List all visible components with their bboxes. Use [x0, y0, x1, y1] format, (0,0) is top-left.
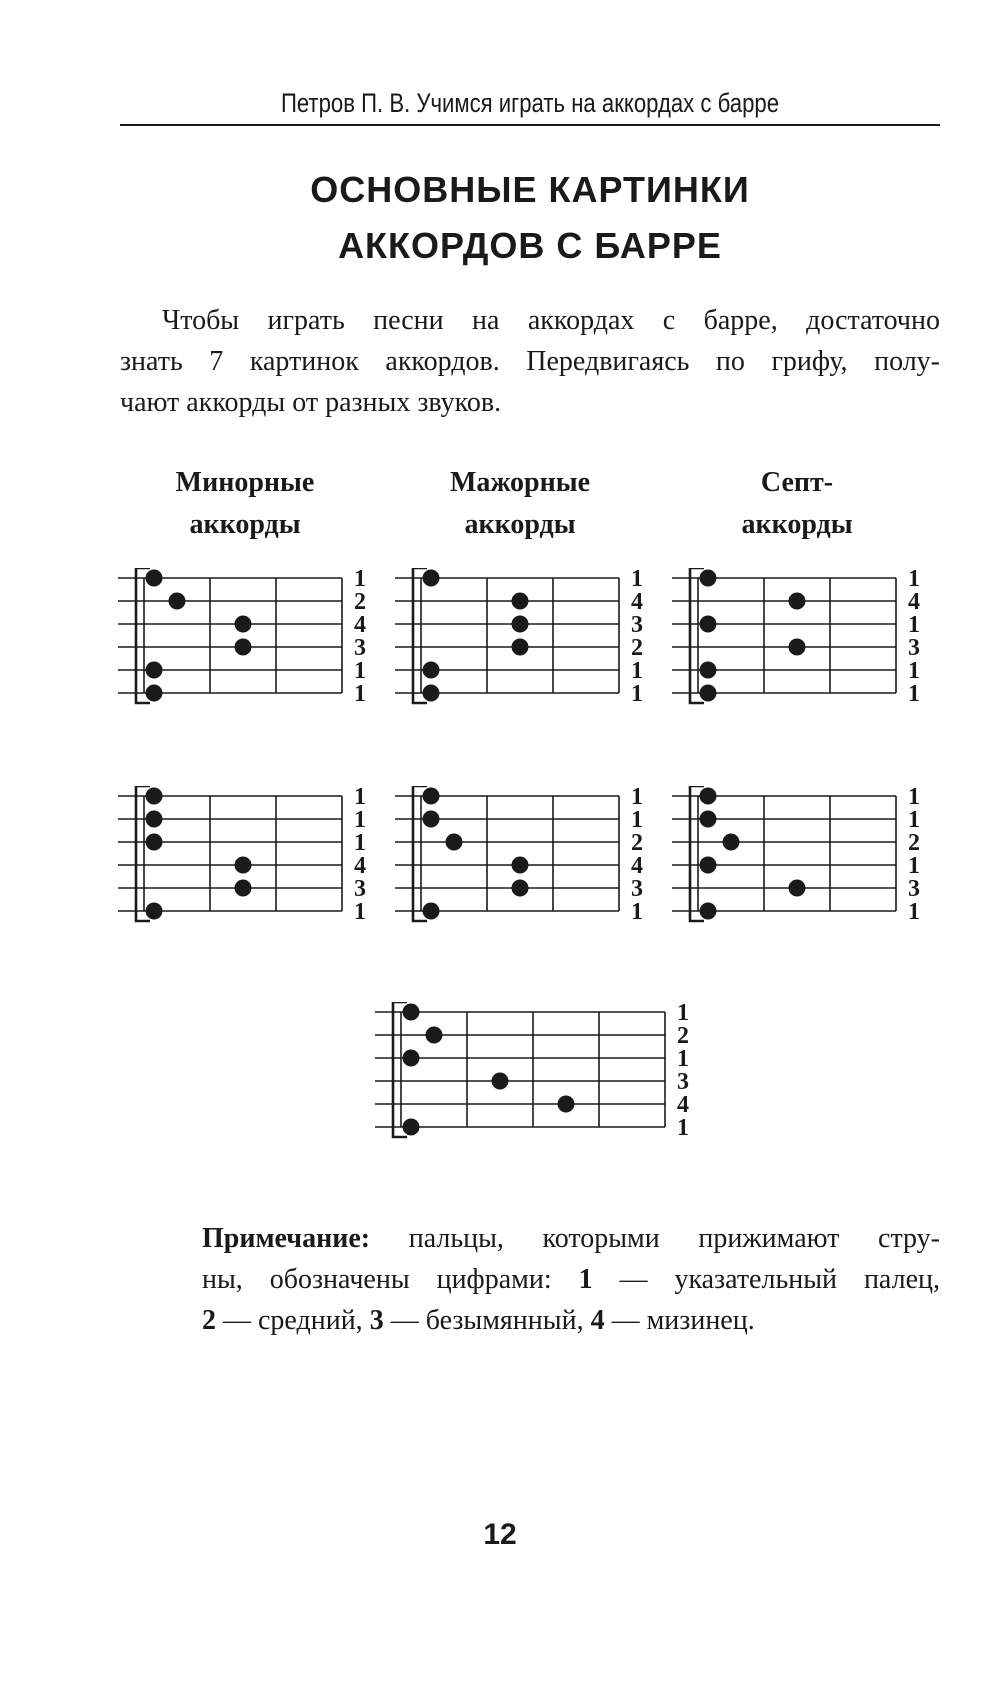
finger-dot	[146, 834, 163, 851]
finger-dot	[403, 1004, 420, 1021]
finger-dot	[235, 857, 252, 874]
column-heading-minor-line-2: аккорды	[189, 509, 301, 540]
finger-dot	[235, 880, 252, 897]
finger-number: 1	[631, 807, 643, 833]
finger-number: 1	[631, 786, 643, 810]
finger-dot	[446, 834, 463, 851]
chord-diagram-major-1	[395, 568, 645, 730]
finger-number: 1	[354, 658, 366, 684]
finger-text-2: — средний,	[216, 1305, 370, 1336]
finger-dot	[700, 616, 717, 633]
note-line-3	[202, 1300, 940, 1341]
finger-number: 2	[354, 589, 366, 615]
finger-number: 1	[908, 681, 920, 707]
finger-number: 1	[354, 681, 366, 707]
finger-number: 1	[908, 853, 920, 879]
barre-bracket	[690, 786, 704, 921]
finger-number: 1	[354, 830, 366, 856]
finger-number: 3	[677, 1069, 689, 1095]
finger-number: 4	[354, 853, 366, 879]
page-number: 12	[483, 1518, 517, 1551]
finger-number: 1	[354, 786, 366, 810]
chord-diagram-seventh-2	[672, 786, 922, 948]
chord-diagram-major-2	[395, 786, 645, 948]
barre-bracket	[690, 568, 704, 703]
finger-number: 1	[908, 612, 920, 638]
finger-dot	[700, 570, 717, 587]
finger-number: 2	[908, 830, 920, 856]
finger-dot	[512, 857, 529, 874]
finger-dot	[789, 593, 806, 610]
finger-text-1: — указательный палец,	[592, 1264, 940, 1295]
finger-number: 1	[908, 807, 920, 833]
barre-bracket	[136, 568, 150, 703]
finger-number: 4	[631, 589, 643, 615]
column-heading-minor-line-1: Минорные	[175, 467, 315, 498]
finger-dot	[512, 593, 529, 610]
finger-dot	[403, 1050, 420, 1067]
finger-dot	[700, 903, 717, 920]
column-heading-seventh	[677, 462, 917, 546]
finger-number: 1	[908, 786, 920, 810]
finger-dot	[235, 639, 252, 656]
finger-dot	[146, 811, 163, 828]
page-title-line-1: ОСНОВНЫЕ КАРТИНКИ	[310, 169, 750, 210]
intro-line-1: Чтобы играть песни на аккордах с барре, достаточно	[162, 305, 940, 336]
finger-dot	[403, 1119, 420, 1136]
barre-bracket	[136, 786, 150, 921]
finger-number: 1	[631, 658, 643, 684]
finger-text-4: — мизинец.	[604, 1305, 755, 1336]
finger-number: 2	[677, 1023, 689, 1049]
note-line-2	[202, 1259, 940, 1300]
page-title	[120, 162, 940, 274]
note-paragraph	[202, 1218, 940, 1341]
chord-diagram-minor-2	[118, 786, 368, 948]
finger-dot	[146, 662, 163, 679]
finger-number: 3	[354, 876, 366, 902]
finger-dot	[700, 811, 717, 828]
finger-dot	[423, 662, 440, 679]
finger-number: 1	[908, 658, 920, 684]
column-heading-major-line-1: Мажорные	[449, 467, 591, 498]
finger-dot	[700, 662, 717, 679]
finger-number: 1	[677, 1115, 689, 1141]
finger-dot	[789, 880, 806, 897]
note-label: Примечание:	[202, 1223, 371, 1254]
finger-number-2: 2	[202, 1305, 216, 1336]
finger-number: 3	[908, 876, 920, 902]
finger-number: 1	[631, 568, 643, 592]
finger-number: 1	[354, 807, 366, 833]
finger-dot	[512, 639, 529, 656]
page-title-line-2: АККОРДОВ С БАРРЕ	[338, 225, 722, 266]
finger-dot	[426, 1027, 443, 1044]
note-text-1: пальцы, которыми прижимают стру-	[370, 1223, 940, 1254]
finger-number: 1	[677, 1002, 689, 1026]
finger-number: 3	[631, 876, 643, 902]
finger-dot	[146, 903, 163, 920]
finger-dot	[700, 685, 717, 702]
finger-number: 3	[908, 635, 920, 661]
finger-number: 3	[631, 612, 643, 638]
finger-dot	[723, 834, 740, 851]
chord-diagram-seventh-3	[375, 1002, 690, 1164]
barre-bracket	[413, 568, 427, 703]
finger-number: 1	[631, 899, 643, 925]
finger-number: 1	[908, 899, 920, 925]
column-heading-seventh-line-2: аккорды	[741, 509, 853, 540]
intro-paragraph	[120, 300, 940, 423]
column-heading-minor	[125, 462, 365, 546]
note-text-2: ны, обозначены цифрами:	[202, 1264, 579, 1295]
finger-dot	[423, 903, 440, 920]
finger-dot	[423, 788, 440, 805]
intro-line-2: знать 7 картинок аккордов. Передвигаясь по грифу, полу-	[120, 346, 940, 377]
finger-dot	[146, 788, 163, 805]
finger-dot	[423, 685, 440, 702]
finger-number: 4	[908, 589, 920, 615]
barre-bracket	[413, 786, 427, 921]
column-heading-major-line-2: аккорды	[464, 509, 576, 540]
finger-number: 2	[631, 635, 643, 661]
finger-number: 3	[354, 635, 366, 661]
finger-number-1: 1	[578, 1264, 593, 1295]
finger-dot	[512, 880, 529, 897]
note-line-1	[202, 1218, 940, 1259]
finger-dot	[146, 570, 163, 587]
finger-dot	[169, 593, 186, 610]
finger-dot	[423, 570, 440, 587]
finger-dot	[492, 1073, 509, 1090]
finger-dot	[235, 616, 252, 633]
finger-dot	[700, 788, 717, 805]
finger-number: 2	[631, 830, 643, 856]
column-heading-seventh-line-1: Септ-	[760, 467, 834, 498]
finger-number: 4	[677, 1092, 689, 1118]
finger-dot	[512, 616, 529, 633]
finger-number: 4	[631, 853, 643, 879]
finger-dot	[700, 857, 717, 874]
finger-dot	[146, 685, 163, 702]
finger-number-3: 3	[369, 1305, 384, 1336]
finger-text-3: — безымянный,	[383, 1305, 591, 1336]
column-heading-major	[400, 462, 640, 546]
running-head: Петров П. В. Учимся играть на аккордах с барре	[280, 88, 780, 118]
finger-number: 1	[677, 1046, 689, 1072]
chord-diagram-seventh-1	[672, 568, 922, 730]
finger-dot	[558, 1096, 575, 1113]
header-rule	[120, 124, 940, 126]
chord-diagram-minor-1	[118, 568, 368, 730]
finger-number: 1	[354, 899, 366, 925]
finger-dot	[789, 639, 806, 656]
barre-bracket	[393, 1002, 407, 1137]
finger-dot	[423, 811, 440, 828]
finger-number: 1	[631, 681, 643, 707]
intro-line-3: чают аккорды от разных звуков.	[120, 387, 502, 418]
finger-number: 1	[908, 568, 920, 592]
finger-number: 4	[354, 612, 366, 638]
finger-number: 1	[354, 568, 366, 592]
finger-number-4: 4	[590, 1305, 605, 1336]
